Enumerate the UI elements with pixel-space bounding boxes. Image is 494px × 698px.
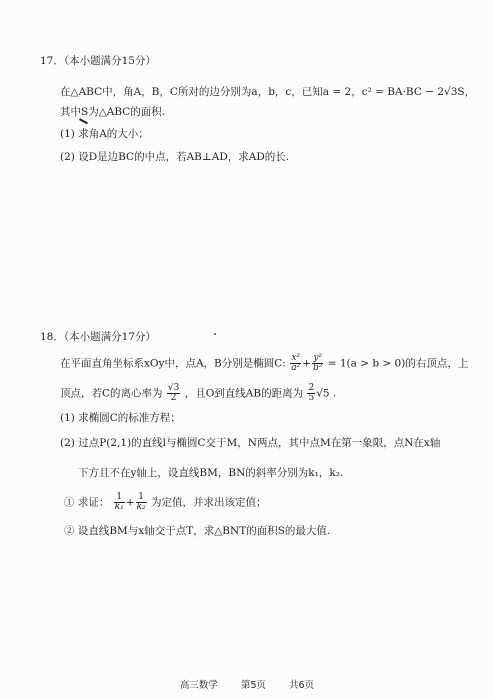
q18-part1: (1) 求椭圆C的标准方程；: [60, 412, 181, 424]
q18-sub1: ① 求证： $\frac{1}{\text{k₁}}$ + $\frac{1}{\text{k₂}}$ 为定值，并求出该定值；: [64, 492, 267, 512]
k1-fraction: $\frac{1}{\text{k₁}}$: [114, 492, 124, 512]
q17-stem-line2: 其中S为△ABC的面积.: [60, 106, 166, 118]
speck: [214, 333, 216, 335]
q18-stem-d: ，且O到直线AB的距离为: [184, 387, 304, 400]
q17-header: 17．（本小题满分15分）: [40, 55, 156, 67]
page-footer: [0, 677, 494, 691]
q17-stem-line1: 在△ABC中，角A，B，C所对的边分别为a，b，c，已知a = 2，c² = BA·BC − 2√3S，: [60, 86, 476, 98]
k2-fraction: $\frac{1}{\text{k₂}}$: [136, 492, 146, 512]
ellipse-fraction-y: $\frac{\text{y²}}{\text{b²}}$: [312, 353, 323, 373]
q18-stem-line1: 在平面直角坐标系xOy中，点A，B分别是椭圆C: $\frac{\text{x²}}{\text{a²}}$ + $\frac{\text{y²}}{\text{b²}}$ = 1(a > b > 0)的右顶点，上: [60, 353, 469, 373]
eccentricity-fraction: $\frac{√3}{2}$: [167, 383, 180, 403]
footer-page: 第5页: [240, 680, 266, 691]
q18-sub1-b: 为定值，并求出该定值；: [150, 496, 267, 509]
q18-stem-e: √5 .: [316, 387, 337, 400]
q18-sub2: ② 设直线BM与x轴交于点T，求△BNT的面积S的最大值.: [64, 525, 331, 537]
q17-part2: (2) 设D是边BC的中点，若AB⊥AD，求AD的长.: [60, 151, 290, 163]
q18-part2-line1: (2) 过点P(2,1)的直线l与椭圆C交于M，N两点，其中点M在第一象限，点N在x轴: [60, 437, 441, 449]
q18-stem-line2: [60, 384, 336, 403]
footer-total: 共6页: [289, 680, 315, 691]
ellipse-fraction-x: $\frac{\text{x²}}{\text{a²}}$: [291, 353, 301, 373]
q18-part2-line2: 下方且不在y轴上，设直线BM，BN的斜率分别为k₁，k₂.: [78, 467, 344, 479]
q18-sub1-a: ① 求证：: [64, 496, 110, 509]
q18-stem-a: 在平面直角坐标系xOy中，点A，B分别是椭圆C:: [60, 357, 286, 370]
q17-part1: (1) 求角A的大小；: [60, 128, 149, 140]
distance-fraction: $\frac{2}{5}$: [308, 383, 315, 403]
q18-stem-b: = 1(a > b > 0)的右顶点，上: [327, 357, 469, 370]
q18-header: 18．（本小题满分17分）: [40, 331, 156, 343]
footer-subject: 高三数学: [179, 680, 218, 691]
q18-stem-c: 顶点，若C的离心率为: [60, 387, 163, 400]
